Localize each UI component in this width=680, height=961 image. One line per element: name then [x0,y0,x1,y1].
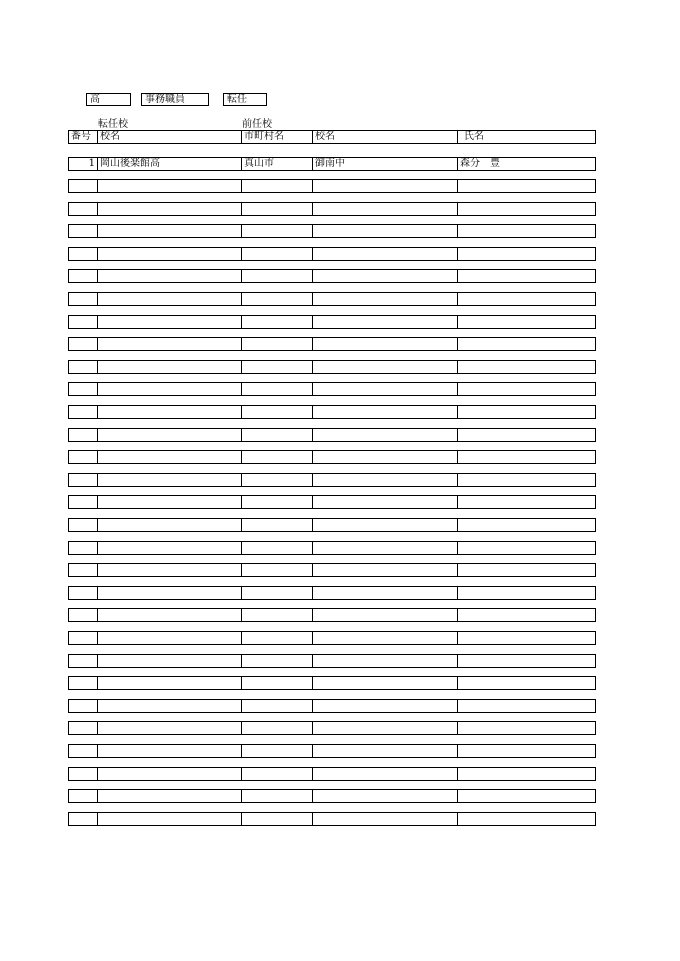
empty-cell [457,225,595,237]
empty-cell [457,293,595,305]
empty-cell [241,429,312,441]
table-header [68,130,596,144]
empty-cell [312,609,457,621]
table-row [68,721,596,735]
empty-cell [241,203,312,215]
school-type-box: 高 [86,93,131,106]
empty-cell [312,474,457,486]
table-row [68,157,596,171]
empty-cell [457,655,595,667]
empty-cell [69,429,97,441]
empty-cell [69,270,97,282]
empty-cell [457,609,595,621]
table-row [68,744,596,758]
empty-cell [241,700,312,712]
empty-cell [241,813,312,825]
empty-cell [97,677,241,689]
empty-cell [97,700,241,712]
table-row [68,337,596,351]
table-row [68,654,596,668]
empty-cell [97,248,241,260]
empty-cell [97,406,241,418]
header-prev-school-name: 校名 [312,131,457,143]
empty-cell [241,768,312,780]
empty-cell [312,203,457,215]
table-row [68,812,596,826]
table-row [68,473,596,487]
empty-cell [312,383,457,395]
table-row [68,202,596,216]
empty-cell [97,519,241,531]
empty-cell [312,768,457,780]
empty-cell [69,203,97,215]
empty-cell [241,587,312,599]
empty-cell [69,406,97,418]
empty-cell [97,587,241,599]
empty-cell [241,361,312,373]
table-row [68,179,596,193]
empty-cell [241,564,312,576]
empty-cell [241,180,312,192]
empty-cell [312,745,457,757]
empty-cell [69,474,97,486]
empty-cell [97,293,241,305]
empty-cell [457,383,595,395]
table-row [68,586,596,600]
empty-cell [312,361,457,373]
empty-cell [97,203,241,215]
table-row [68,360,596,374]
empty-cell [241,677,312,689]
empty-cell [241,225,312,237]
empty-cell [457,451,595,463]
empty-cell [97,542,241,554]
empty-cell [241,655,312,667]
empty-cell [97,383,241,395]
empty-cell [241,474,312,486]
table-row [68,631,596,645]
empty-cell [457,429,595,441]
empty-cell [241,383,312,395]
empty-cell [312,632,457,644]
empty-cell [241,632,312,644]
empty-cell [312,519,457,531]
empty-cell [69,180,97,192]
empty-cell [457,474,595,486]
empty-cell [97,722,241,734]
header-school-name: 校名 [97,131,241,143]
empty-cell [457,700,595,712]
row-school-name: 岡山後楽館高 [97,158,241,170]
empty-cell [97,451,241,463]
empty-cell [457,361,595,373]
empty-cell [69,542,97,554]
header-municipality: 市町村名 [241,131,312,143]
empty-cell [97,429,241,441]
empty-cell [457,270,595,282]
empty-cell [69,338,97,350]
empty-cell [457,722,595,734]
table-row [68,224,596,238]
empty-cell [241,316,312,328]
empty-cell [97,270,241,282]
empty-cell [312,406,457,418]
empty-cell [312,700,457,712]
empty-cell [457,203,595,215]
empty-cell [312,677,457,689]
empty-cell [97,564,241,576]
table-row [68,518,596,532]
header-number: 番号 [71,131,91,142]
empty-cell [457,406,595,418]
table-row [68,495,596,509]
empty-cell [241,248,312,260]
empty-cell [312,813,457,825]
empty-cell [97,338,241,350]
empty-cell [312,655,457,667]
table-row [68,789,596,803]
empty-cell [69,451,97,463]
empty-cell [241,270,312,282]
empty-cell [312,316,457,328]
table-row [68,269,596,283]
empty-cell [97,632,241,644]
transfer-school-group-label: 転任校 [98,119,128,130]
empty-cell [312,451,457,463]
previous-school-group-label: 前任校 [242,119,272,130]
empty-cell [312,790,457,802]
table-row [68,405,596,419]
empty-cell [97,316,241,328]
empty-cell [69,225,97,237]
empty-cell [312,496,457,508]
empty-cell [241,451,312,463]
empty-cell [69,316,97,328]
table-row [68,247,596,261]
table-row [68,450,596,464]
empty-cell [97,609,241,621]
empty-cell [69,361,97,373]
empty-cell [312,429,457,441]
table-row [68,428,596,442]
row-person-name: 森分 豊 [457,158,595,170]
empty-cell [69,248,97,260]
empty-cell [69,655,97,667]
empty-cell [241,519,312,531]
empty-cell [69,700,97,712]
empty-cell [69,496,97,508]
empty-cell [312,225,457,237]
empty-cell [97,474,241,486]
empty-cell [457,496,595,508]
table-row [68,767,596,781]
empty-cell [457,248,595,260]
empty-cell [241,293,312,305]
empty-cell [69,677,97,689]
empty-cell [241,790,312,802]
empty-cell [457,790,595,802]
empty-cell [312,270,457,282]
table-row [68,541,596,555]
empty-cell [457,745,595,757]
empty-cell [312,180,457,192]
empty-cell [241,745,312,757]
transfer-type-box: 転任 [223,93,267,106]
empty-cell [69,383,97,395]
empty-cell [312,542,457,554]
header-person-name: 氏名 [457,131,595,143]
empty-cell [312,293,457,305]
empty-cell [241,722,312,734]
empty-cell [457,587,595,599]
table-row [68,292,596,306]
empty-cell [457,632,595,644]
empty-cell [312,338,457,350]
empty-cell [69,790,97,802]
empty-cell [97,180,241,192]
empty-cell [97,813,241,825]
empty-cell [457,316,595,328]
empty-cell [457,813,595,825]
empty-cell [457,677,595,689]
table-row [68,315,596,329]
row-number: 1 [88,158,95,169]
empty-cell [457,542,595,554]
empty-cell [69,722,97,734]
empty-cell [312,248,457,260]
table-row [68,699,596,713]
table-row [68,382,596,396]
empty-cell [241,542,312,554]
empty-cell [69,519,97,531]
empty-cell [69,564,97,576]
empty-cell [97,655,241,667]
empty-cell [69,632,97,644]
empty-cell [457,768,595,780]
empty-cell [97,361,241,373]
empty-cell [457,180,595,192]
empty-cell [69,813,97,825]
empty-cell [457,338,595,350]
empty-cell [241,496,312,508]
table-row [68,608,596,622]
empty-cell [69,768,97,780]
empty-cell [97,225,241,237]
empty-cell [97,790,241,802]
table-row [68,563,596,577]
empty-cell [312,587,457,599]
empty-cell [69,293,97,305]
empty-cell [97,768,241,780]
empty-cell [97,745,241,757]
empty-cell [457,564,595,576]
empty-cell [312,722,457,734]
empty-cell [97,496,241,508]
empty-cell [241,406,312,418]
table-row [68,676,596,690]
empty-cell [69,745,97,757]
empty-cell [241,338,312,350]
job-type-box: 事務職員 [141,93,209,106]
row-municipality: 真山市 [241,158,312,170]
empty-cell [241,609,312,621]
empty-cell [457,519,595,531]
empty-cell [312,564,457,576]
empty-cell [69,587,97,599]
empty-cell [69,609,97,621]
row-prev-school-name: 御南中 [312,158,457,170]
